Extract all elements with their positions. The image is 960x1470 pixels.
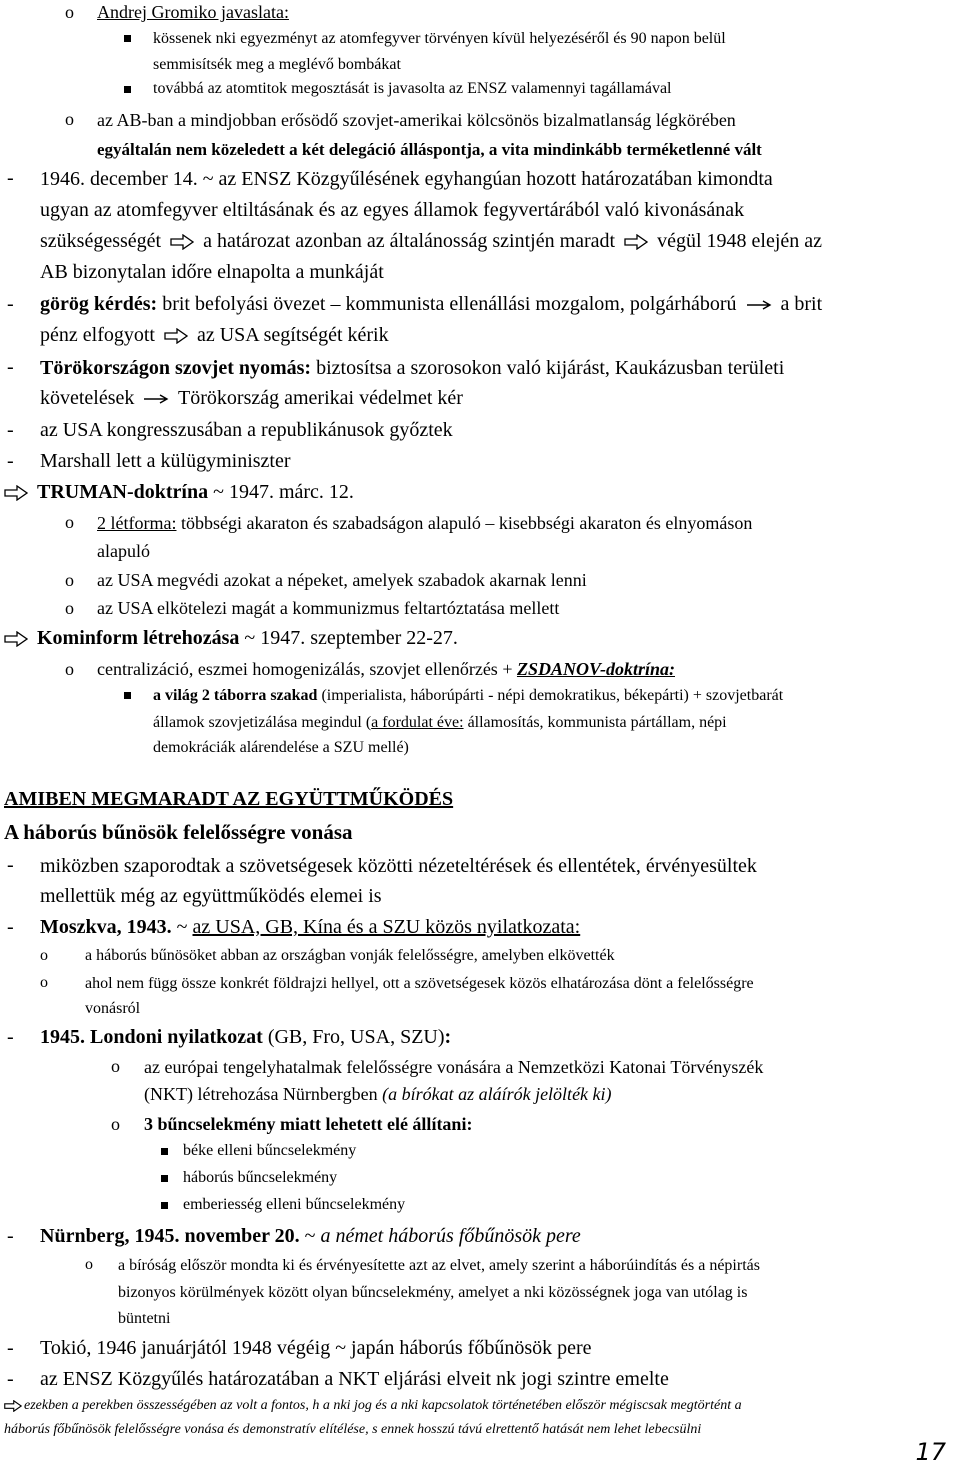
- text-line: 1946. december 14. ~ az ENSZ Közgyűlésének egyhangúan hozott határozatában kimondta: [40, 168, 773, 190]
- circle-bullet: o: [111, 1114, 120, 1134]
- thin-right-arrow-icon: [143, 393, 169, 405]
- section-heading: Andrej Gromiko javaslata:: [97, 2, 289, 22]
- dash-bullet: -: [7, 1337, 14, 1359]
- text-line: az USA elkötelezi magát a kommunizmus feltartóztatása mellett: [97, 598, 560, 618]
- text-line: államok szovjetizálása megindul (a fordulat éve: államosítás, kommunista pártállam, népi: [153, 714, 727, 731]
- hollow-right-arrow-icon: [4, 631, 28, 647]
- dash-bullet: -: [7, 1225, 14, 1247]
- text-line: büntetni: [118, 1310, 171, 1327]
- text-line: alapuló: [97, 541, 150, 561]
- text-line: szükségességét a határozat azonban az általánosság szintjén maradt végül 1948 elején az: [40, 230, 823, 252]
- text-line: Törökországon szovjet nyomás: biztosítsa a szorosokon való kijárást, Kaukázusban területi: [40, 357, 785, 379]
- dash-bullet: -: [7, 1026, 14, 1048]
- square-bullet: [124, 86, 131, 93]
- text-line: semmisítsék meg a meglévő bombákat: [153, 56, 401, 73]
- circle-bullet: o: [65, 659, 74, 679]
- square-bullet: [161, 1202, 168, 1209]
- text-line: bizonyos körülmények között olyan bűncselekmény, amelyet a nki közösségnek joga van utólag is: [118, 1284, 748, 1301]
- text-line: Moszkva, 1943. ~ az USA, GB, Kína és a SZU közös nyilatkozata:: [40, 916, 581, 938]
- circle-bullet: o: [65, 109, 74, 129]
- text-line: emberiesség elleni bűncselekmény: [183, 1196, 406, 1213]
- text-line: háborús bűncselekmény: [183, 1169, 338, 1186]
- circle-bullet: o: [65, 2, 74, 22]
- text-line: 1945. Londoni nyilatkozat (GB, Fro, USA, SZU):: [40, 1026, 452, 1048]
- text-line: az USA kongresszusában a republikánusok győztek: [40, 419, 453, 441]
- text-line: görög kérdés: brit befolyási övezet – kommunista ellenállási mozgalom, polgárháború a brit: [40, 293, 823, 315]
- circle-bullet: o: [65, 570, 74, 590]
- text-line: pénz elfogyott az USA segítségét kérik: [40, 324, 389, 346]
- text-line: (NKT) létrehozása Nürnbergben (a bírókat az aláírók jelölték ki): [144, 1084, 612, 1104]
- text-line: centralizáció, eszmei homogenizálás, szovjet ellenőrzés + ZSDANOV-doktrína:: [97, 659, 675, 679]
- circle-bullet: o: [111, 1056, 120, 1076]
- circle-bullet: o: [65, 598, 74, 618]
- dash-bullet: -: [7, 1368, 14, 1390]
- circle-bullet: o: [85, 1256, 93, 1273]
- dash-bullet: -: [7, 293, 14, 315]
- dash-bullet: -: [7, 356, 14, 378]
- text-line: 3 bűncselekmény miatt lehetett elé állítani:: [144, 1114, 473, 1134]
- text-line: a világ 2 táborra szakad (imperialista, háborúpárti - népi demokratikus, békepárti) + szovjetbarát: [153, 687, 784, 704]
- text-line: továbbá az atomtitok megosztását is javasolta az ENSZ valamennyi tagállamával: [153, 80, 672, 97]
- text-line: az AB-ban a mindjobban erősödő szovjet-amerikai kölcsönös bizalmatlanság légkörében: [97, 110, 736, 130]
- footnote-line: ezekben a perekben összességében az volt a fontos, h a nki jog és a nki kapcsolatok történetében először mégiscsak megtörtént a: [4, 1399, 956, 1413]
- text-line: követelések Törökország amerikai védelmet kér: [40, 387, 463, 409]
- hollow-right-arrow-icon: [624, 234, 648, 250]
- text-line: ugyan az atomfegyver eltiltásának és az egyes államok fegyvertárából való kivonásának: [40, 199, 745, 221]
- text-line: az ENSZ Közgyűlés határozatában a NKT eljárási elveit nk jogi szintre emelte: [40, 1368, 669, 1390]
- dash-bullet: -: [7, 167, 14, 189]
- text-line: Marshall lett a külügyminiszter: [40, 450, 291, 472]
- dash-bullet: -: [7, 450, 14, 472]
- hollow-right-arrow-icon: [4, 485, 28, 501]
- text-line: béke elleni bűncselekmény: [183, 1142, 357, 1159]
- kominform-heading: Kominform létrehozása ~ 1947. szeptember 22-27.: [4, 628, 458, 648]
- text-line: kössenek nki egyezményt az atomfegyver törvényen kívül helyezéséről és 90 napon belül: [153, 30, 726, 47]
- hollow-right-arrow-icon: [4, 1400, 22, 1412]
- section-title: AMIBEN MEGMARADT AZ EGYÜTTMŰKÖDÉS: [4, 788, 454, 810]
- thin-right-arrow-icon: [746, 299, 772, 311]
- text-line: az USA megvédi azokat a népeket, amelyek szabadok akarnak lenni: [97, 570, 587, 590]
- text-line: demokráciák alárendelése a SZU mellé): [153, 739, 409, 756]
- text-line: a háborús bűnösöket abban az országban vonják felelősségre, amelyben elkövették: [85, 947, 615, 964]
- text-line: Tokió, 1946 januárjától 1948 végéig ~ japán háborús főbűnösök pere: [40, 1337, 592, 1359]
- text-line: ahol nem függ össze konkrét földrajzi hellyel, ott a szövetségesek közös elhatározása dönt a felelősségre: [85, 975, 754, 992]
- text-line: az európai tengelyhatalmak felelősségre vonására a Nemzetközi Katonai Törvényszék: [144, 1057, 764, 1077]
- hollow-right-arrow-icon: [170, 234, 194, 250]
- section-subtitle: A háborús bűnösök felelősségre vonása: [4, 820, 353, 844]
- text-line: miközben szaporodtak a szövetségesek közötti nézeteltérések és ellentétek, érvényesültek: [40, 855, 757, 877]
- page-number: 17: [915, 1438, 946, 1466]
- truman-heading: TRUMAN-doktrína ~ 1947. márc. 12.: [4, 482, 354, 502]
- dash-bullet: -: [7, 854, 14, 876]
- text-line: mellettük még az együttműködés elemei is: [40, 885, 382, 907]
- footnote-line: háborús főbűnösök felelősségre vonása és demonstratív elítélése, s ennek hosszú távú elrettentő hatását nem lehet lebecsülni: [4, 1422, 702, 1437]
- text-line: vonásról: [85, 1000, 141, 1017]
- square-bullet: [161, 1148, 168, 1155]
- circle-bullet: o: [65, 512, 74, 532]
- text-line: Nürnberg, 1945. november 20. ~ a német háborús főbűnösök pere: [40, 1225, 581, 1247]
- dash-bullet: -: [7, 916, 14, 938]
- square-bullet: [124, 692, 131, 699]
- hollow-right-arrow-icon: [164, 328, 188, 344]
- text-line: egyáltalán nem közeledett a két delegáció álláspontja, a vita mindinkább terméketlenné vált: [97, 140, 762, 159]
- text-line: 2 létforma: többségi akaraton és szabadságon alapuló – kisebbségi akaraton és elnyomáson: [97, 513, 753, 533]
- circle-bullet: o: [40, 974, 48, 991]
- square-bullet: [161, 1175, 168, 1182]
- square-bullet: [124, 35, 131, 42]
- text-line: a bíróság először mondta ki és érvényesítette azt az elvet, amely szerint a háborúindítás és a népirtás: [118, 1257, 760, 1274]
- dash-bullet: -: [7, 419, 14, 441]
- text-line: AB bizonytalan időre elnapolta a munkáját: [40, 261, 384, 283]
- circle-bullet: o: [40, 947, 48, 964]
